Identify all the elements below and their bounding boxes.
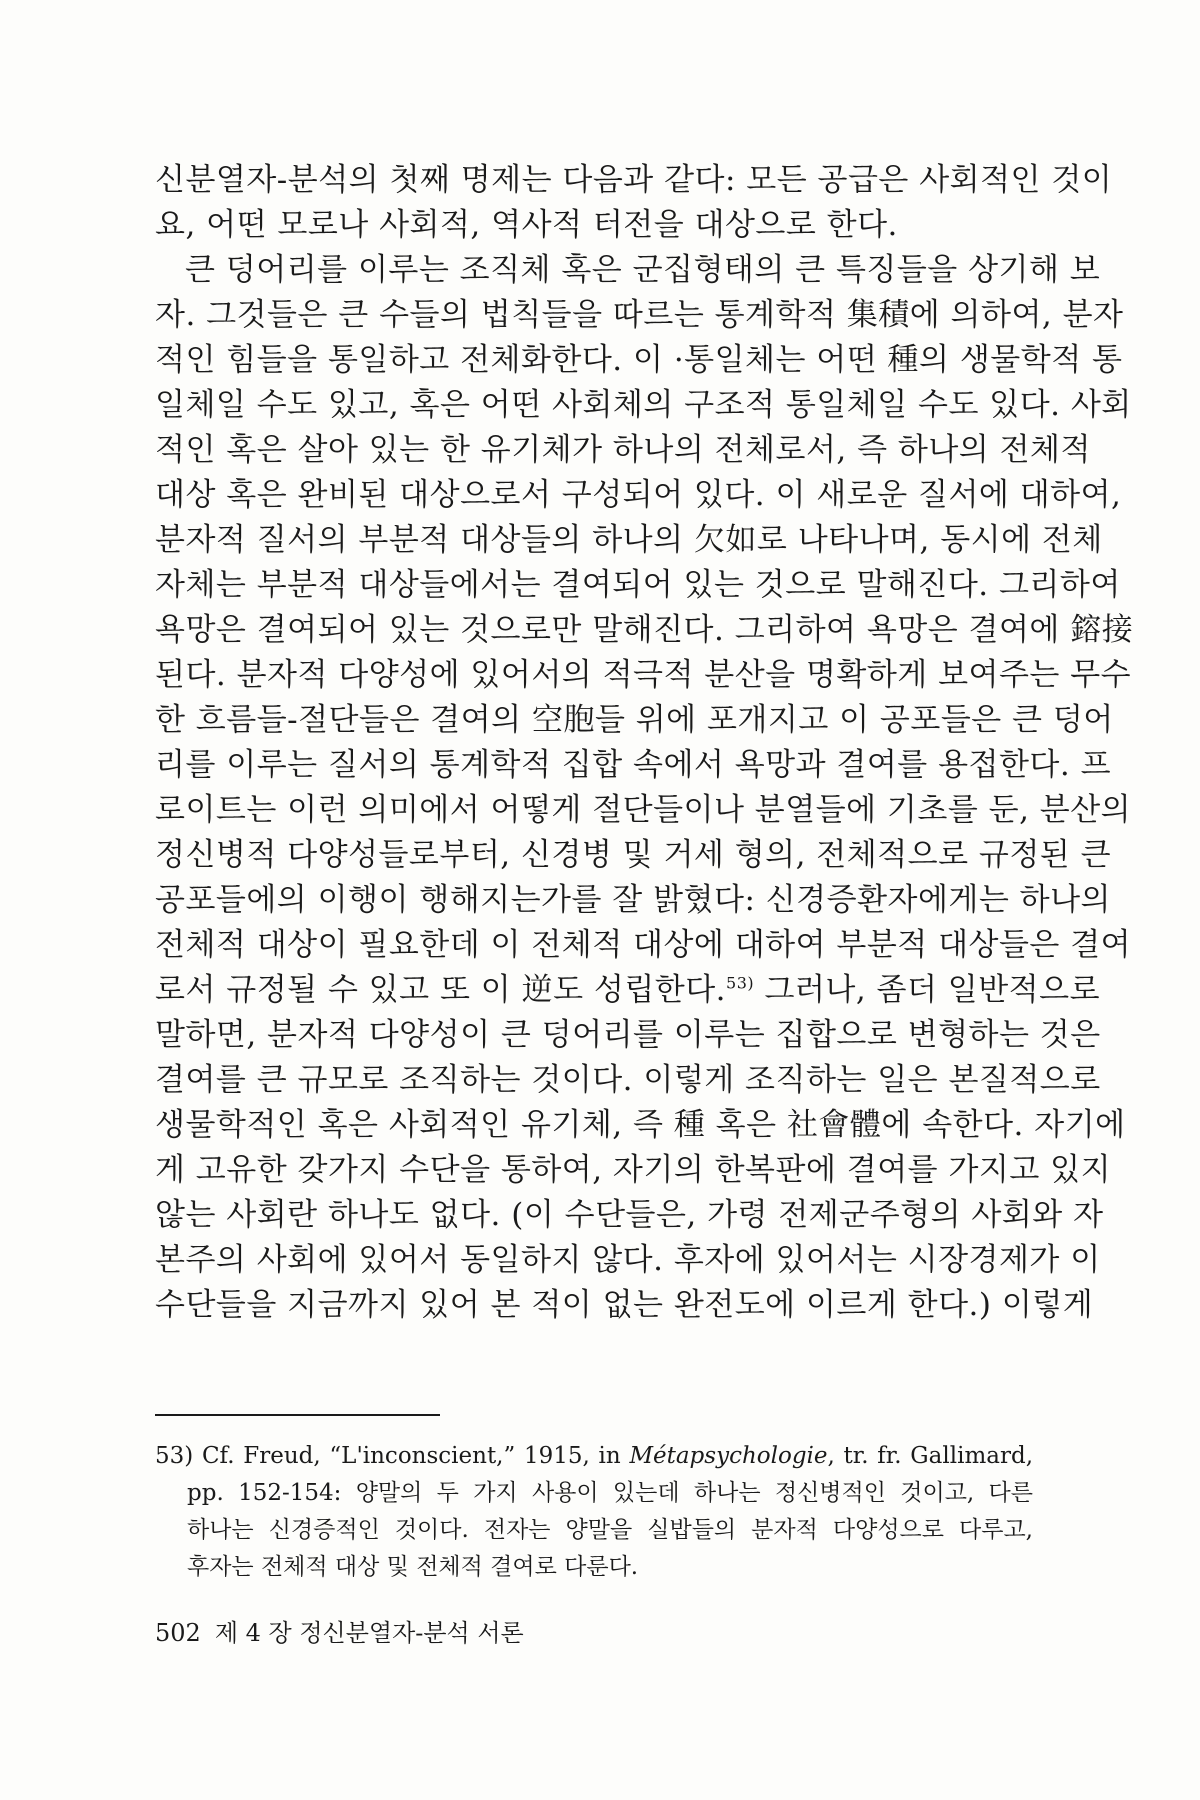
text-line: 않는 사회란 하나도 없다. (이 수단들은, 가령 전제군주형의 사회와 자 bbox=[155, 1197, 1104, 1233]
text-line: 전체적 대상이 필요한데 이 전체적 대상에 대하여 부분적 대상들은 결여 bbox=[155, 927, 1132, 963]
footnote-line: 후자는 전체적 대상 및 전체적 결여로 다룬다. bbox=[187, 1554, 639, 1580]
text-line-with-footnote bbox=[155, 968, 1101, 1013]
main-text bbox=[155, 158, 1134, 1328]
page-footer bbox=[155, 1618, 524, 1648]
text-line: 공포들에의 이행이 행해지는가를 잘 밝혔다: 신경증환자에게는 하나의 bbox=[155, 882, 1111, 918]
text-line: 요, 어떤 모로나 사회적, 역사적 터전을 대상으로 한다. bbox=[155, 207, 898, 243]
text-line: 자체는 부분적 대상들에서는 결여되어 있는 것으로 말해진다. 그리하여 bbox=[155, 567, 1121, 603]
footnote-reference[interactable]: 53) bbox=[726, 973, 755, 993]
footnote-title: Métapsychologie bbox=[629, 1443, 828, 1469]
page-number: 502 bbox=[155, 1619, 201, 1647]
running-head: 제 4 장 정신분열자-분석 서론 bbox=[214, 1619, 524, 1647]
text-line: 분자적 질서의 부분적 대상들의 하나의 欠如로 나타나며, 동시에 전체 bbox=[155, 522, 1103, 558]
text-line: 결여를 큰 규모로 조직하는 것이다. 이렇게 조직하는 일은 본질적으로 bbox=[155, 1062, 1101, 1098]
footnote-text: , tr. fr. Gallimard, bbox=[827, 1443, 1034, 1469]
text-line: 게 고유한 갖가지 수단을 통하여, 자기의 한복판에 결여를 가지고 있지 bbox=[155, 1152, 1112, 1188]
text-line: 적인 힘들을 통일하고 전체화한다. 이 ·통일체는 어떤 種의 생물학적 통 bbox=[155, 342, 1123, 378]
text-line: 대상 혹은 완비된 대상으로서 구성되어 있다. 이 새로운 질서에 대하여, bbox=[155, 477, 1122, 513]
text-segment: 로서 규정될 수 있고 또 이 逆도 성립한다. bbox=[155, 972, 727, 1008]
footnote-line: 하나는 신경증적인 것이다. 전자는 양말을 실밥들의 분자적 다양성으로 다루고, bbox=[187, 1517, 1033, 1543]
footnote-text: 53) Cf. Freud, “L'inconscient,” 1915, in bbox=[155, 1443, 630, 1469]
text-line: 된다. 분자적 다양성에 있어서의 적극적 분산을 명확하게 보여주는 무수 bbox=[155, 657, 1132, 693]
text-segment: 그러나, 좀더 일반적으로 bbox=[754, 972, 1101, 1008]
text-line: 본주의 사회에 있어서 동일하지 않다. 후자에 있어서는 시장경제가 이 bbox=[155, 1242, 1101, 1278]
text-line: 생물학적인 혹은 사회적인 유기체, 즉 種 혹은 社會體에 속한다. 자기에 bbox=[155, 1107, 1126, 1143]
text-line: 큰 덩어리를 이루는 조직체 혹은 군집형태의 큰 특징들을 상기해 보 bbox=[185, 252, 1101, 288]
text-line: 신분열자-분석의 첫째 명제는 다음과 같다: 모든 공급은 사회적인 것이 bbox=[155, 162, 1113, 198]
text-line: 리를 이루는 질서의 통계학적 집합 속에서 욕망과 결여를 용접한다. 프 bbox=[155, 747, 1112, 783]
text-line: 한 흐름들-절단들은 결여의 空胞들 위에 포개지고 이 공포들은 큰 덩어 bbox=[155, 702, 1114, 738]
text-line: 자. 그것들은 큰 수들의 법칙들을 따르는 통계학적 集積에 의하여, 분자 bbox=[155, 297, 1124, 333]
text-line: 일체일 수도 있고, 혹은 어떤 사회체의 구조적 통일체일 수도 있다. 사회 bbox=[155, 387, 1132, 423]
text-line: 로이트는 이런 의미에서 어떻게 절단들이나 분열들에 기초를 둔, 분산의 bbox=[155, 792, 1132, 828]
footnote-53 bbox=[155, 1438, 1033, 1586]
text-line: 말하면, 분자적 다양성이 큰 덩어리를 이루는 집합으로 변형하는 것은 bbox=[155, 1017, 1101, 1053]
text-line: 수단들을 지금까지 있어 본 적이 없는 완전도에 이르게 한다.) 이렇게 bbox=[155, 1287, 1094, 1323]
text-line: 욕망은 결여되어 있는 것으로만 말해진다. 그리하여 욕망은 결여에 鎔接 bbox=[155, 612, 1134, 648]
footnote-line bbox=[155, 1438, 1033, 1475]
text-line: 적인 혹은 살아 있는 한 유기체가 하나의 전체로서, 즉 하나의 전체적 bbox=[155, 432, 1091, 468]
text-line: 정신병적 다양성들로부터, 신경병 및 거세 형의, 전체적으로 규정된 큰 bbox=[155, 837, 1112, 873]
footnote-line: pp. 152-154: 양말의 두 가지 사용이 있는데 하나는 정신병적인 것이고, 다른 bbox=[187, 1480, 1033, 1506]
footnote-divider bbox=[155, 1414, 440, 1416]
